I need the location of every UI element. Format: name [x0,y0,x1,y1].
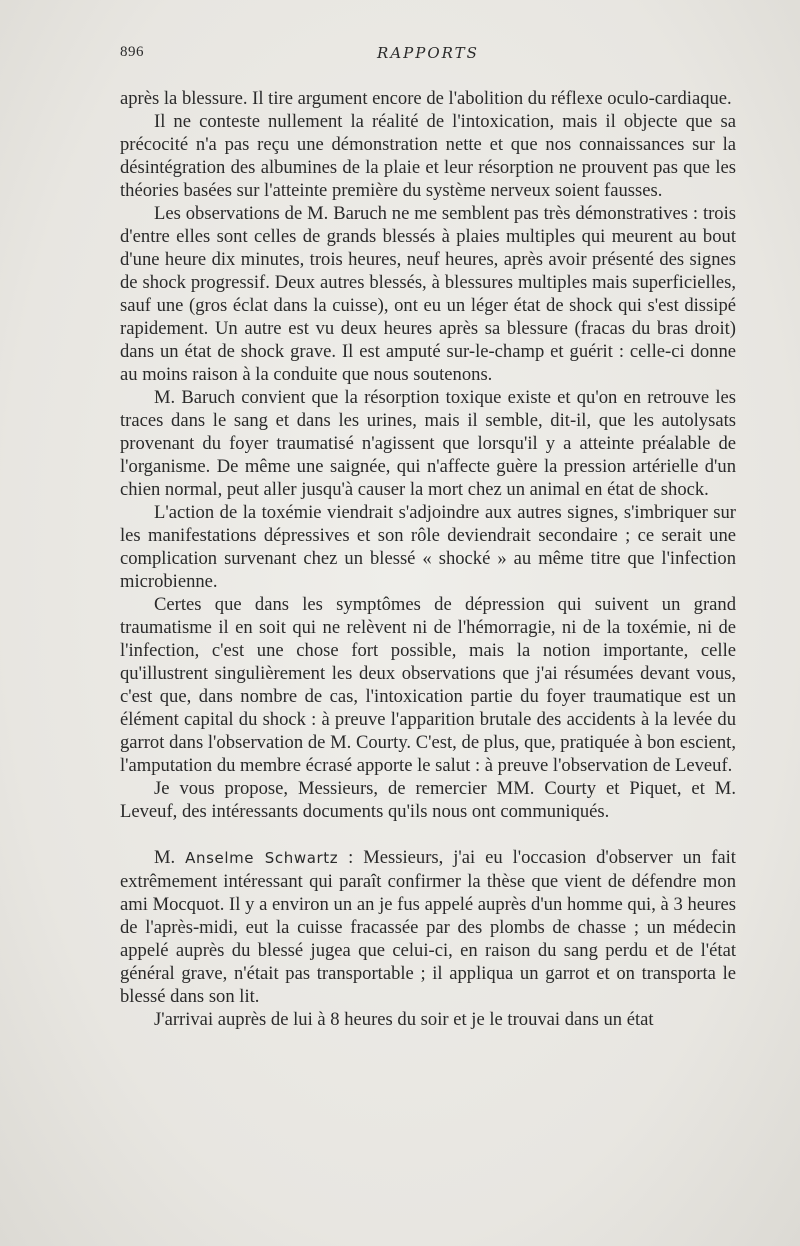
paragraph: Il ne conteste nullement la réalité de l'intoxication, mais il objecte que sa précocité n'a pas reçu une démonstration nette et que nos connaissances sur la désintégration des albumines de la plaie et leur résorption ne prouvent pas que les théories basées sur l'atteinte première du système nerveux soient fausses. [120,111,736,201]
speaker-prefix: M. [154,847,186,868]
paragraph: L'action de la toxémie viendrait s'adjoindre aux autres signes, s'imbriquer sur les manifestations dépressives et son rôle deviendrait secondaire ; ce serait une complication survenant chez un blessé « shocké » au même titre que l'infection microbienne. [120,502,736,592]
speaker-text: : Messieurs, j'ai eu l'occasion d'observer un fait extrêmement intéressant qui paraît confirmer la thèse que vient de défendre mon ami Mocquot. Il y a environ un an je fus appelé auprès d'un homme qui, à 3 heures de l'après-midi, eut la cuisse fracassée par des plombs de chasse ; un médecin appelé auprès du blessé jugea que celui-ci, en raison du sang perdu et de l'état général grave, n'était pas transportable ; il appliqua un garrot et on transporta le blessé dans son lit. [120,847,736,1007]
schwartz-paragraph [120,846,736,1008]
speaker-name: Anselme Schwartz [185,849,339,867]
body-text [120,87,736,1031]
paragraph: M. Baruch convient que la résorption toxique existe et qu'on en retrouve les traces dans le sang et dans les urines, mais il semble, dit-il, que les autolysats provenant du foyer traumatisé n'agissent que lorsqu'il y a atteinte préalable de l'organisme. De même une saignée, qui n'affecte guère la pression artérielle d'un chien normal, peut aller jusqu'à causer la mort chez un animal en état de shock. [120,387,736,500]
running-title: RAPPORTS [377,44,479,62]
paragraph: Les observations de M. Baruch ne me semblent pas très démonstratives : trois d'entre elles sont celles de grands blessés à plaies multiples qui meurent au bout d'une heure dix minutes, trois heures, neuf heures, après avoir présenté des signes de shock progressif. Deux autres blessés, à blessures multiples mais superficielles, sauf une (gros éclat dans la cuisse), ont eu un léger état de shock qui s'est dissipé rapidement. Un autre est vu deux heures après sa blessure (fracas du bras droit) dans un état de shock grave. Il est amputé sur-le-champ et guérit : celle-ci donne au moins raison à la conduite que nous soutenons. [120,203,736,385]
paragraph: Certes que dans les symptômes de dépression qui suivent un grand traumatisme il en soit qui ne relèvent ni de l'hémorragie, ni de la toxémie, ni de l'infection, c'est une chose fort possible, mais la notion importante, celle qu'illustrent singulièrement les deux observations que j'ai résumées devant vous, c'est que, dans nombre de cas, l'intoxication partie du foyer traumatique est un élément capital du shock : à preuve l'apparition brutale des accidents à la levée du garrot dans l'observation de M. Courty. C'est, de plus, que, pratiquée à bon escient, l'amputation du membre écrasé apporte le salut : à preuve l'observation de Leveuf. [120,594,736,776]
paragraph: après la blessure. Il tire argument encore de l'abolition du réflexe oculo-cardiaque. [120,88,732,109]
page-header [120,44,736,68]
paragraph: J'arrivai auprès de lui à 8 heures du soir et je le trouvai dans un état [154,1009,654,1030]
page-number: 896 [120,44,144,60]
paragraph: Je vous propose, Messieurs, de remercier MM. Courty et Piquet, et M. Leveuf, des intéressants documents qu'ils nous ont communiqués. [120,778,736,822]
